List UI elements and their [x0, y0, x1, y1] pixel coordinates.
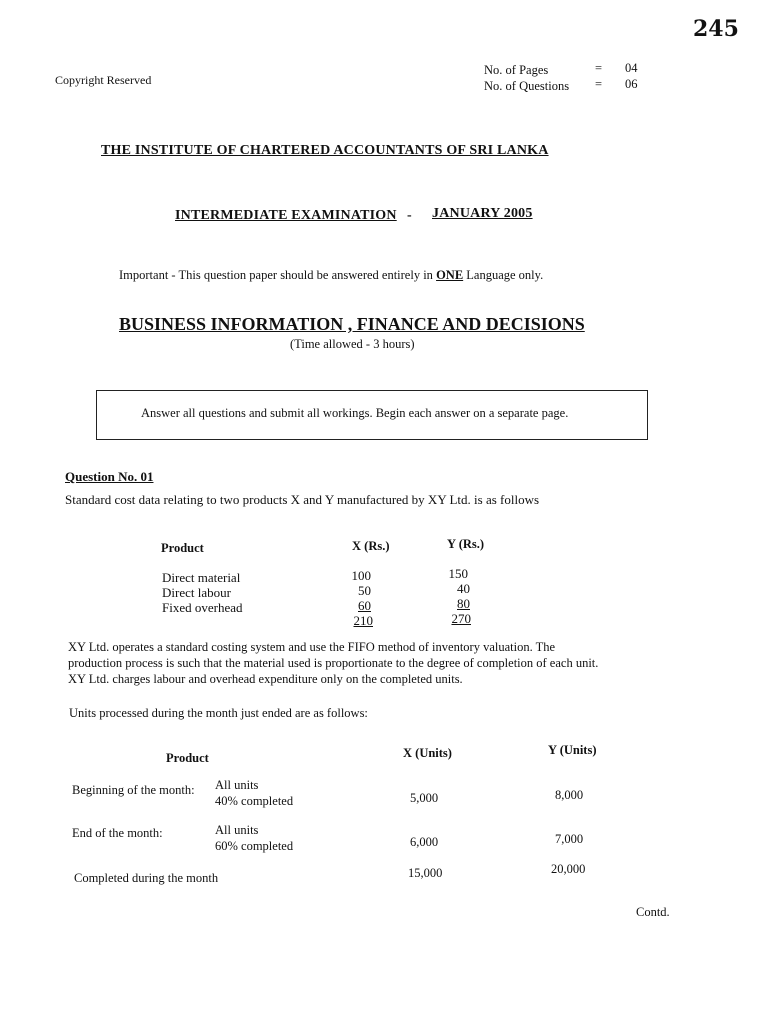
units-row-detail: 60% completed	[215, 839, 294, 853]
page-number: 245	[693, 16, 739, 42]
units-row-label: Completed during the month	[74, 871, 219, 885]
paragraph-line: XY Ltd. charges labour and overhead expenditure only on the completed units.	[68, 672, 463, 686]
important-note	[119, 268, 543, 283]
units-row-x: 15,000	[408, 866, 443, 880]
questions-equals: =	[595, 77, 603, 91]
exam-dash: -	[407, 208, 412, 223]
units-header-y: Y (Units)	[548, 743, 597, 757]
cost-header-product: Product	[161, 541, 204, 555]
questions-value: 06	[625, 77, 638, 91]
units-row-detail: All units	[215, 823, 259, 837]
paragraph-line: production process is such that the material used is proportionate to the degree of completion of each unit.	[68, 656, 599, 670]
units-header-x: X (Units)	[403, 746, 452, 760]
instructions-text: Answer all questions and submit all workings. Begin each answer on a separate page.	[141, 406, 569, 420]
institute-heading: THE INSTITUTE OF CHARTERED ACCOUNTANTS OF SRI LANKA	[101, 143, 549, 158]
units-header-product: Product	[166, 751, 209, 765]
time-allowed: (Time allowed - 3 hours)	[290, 337, 415, 351]
cost-row-x: 60	[358, 598, 371, 613]
important-emphasis: ONE	[436, 268, 464, 282]
cost-total-x: 210	[353, 613, 373, 628]
units-row-y: 20,000	[551, 862, 586, 876]
question-title: Question No. 01	[65, 469, 154, 484]
cost-row-label: Direct labour	[162, 585, 231, 600]
pages-label: No. of Pages	[484, 63, 549, 77]
units-row-label: Beginning of the month:	[72, 783, 195, 797]
units-row-x: 6,000	[410, 835, 439, 849]
pages-equals: =	[595, 61, 603, 75]
cost-row-y: 40	[457, 581, 470, 596]
units-row-y: 7,000	[555, 832, 584, 846]
cost-row-x: 50	[358, 583, 371, 598]
paragraph-line: XY Ltd. operates a standard costing system and use the FIFO method of inventory valuation. The	[68, 640, 556, 654]
continued-note: Contd.	[636, 905, 670, 919]
units-row-detail: All units	[215, 778, 259, 792]
questions-label: No. of Questions	[484, 79, 570, 93]
copyright-notice: Copyright Reserved	[55, 73, 152, 87]
cost-row-label: Fixed overhead	[162, 600, 243, 615]
units-row-detail: 40% completed	[215, 794, 294, 808]
units-row-label: End of the month:	[72, 826, 163, 840]
cost-row-x: 100	[351, 568, 371, 583]
subject-title: BUSINESS INFORMATION , FINANCE AND DECISIONS	[119, 314, 585, 334]
units-row-x: 5,000	[410, 791, 439, 805]
exam-date: JANUARY 2005	[432, 206, 533, 221]
important-suffix: Language only.	[466, 268, 544, 282]
pages-value: 04	[625, 61, 638, 75]
exam-name: INTERMEDIATE EXAMINATION	[175, 208, 397, 223]
cost-row-label: Direct material	[162, 570, 241, 585]
cost-header-x: X (Rs.)	[352, 539, 390, 553]
important-prefix: Important - This question paper should be answered entirely in	[119, 268, 433, 282]
units-row-y: 8,000	[555, 788, 584, 802]
cost-row-y: 150	[448, 566, 468, 581]
cost-total-y: 270	[451, 611, 471, 626]
units-intro: Units processed during the month just ended are as follows:	[69, 706, 368, 720]
question-intro: Standard cost data relating to two products X and Y manufactured by XY Ltd. is as follows	[65, 492, 540, 507]
cost-row-y: 80	[457, 596, 470, 611]
cost-header-y: Y (Rs.)	[447, 537, 485, 551]
